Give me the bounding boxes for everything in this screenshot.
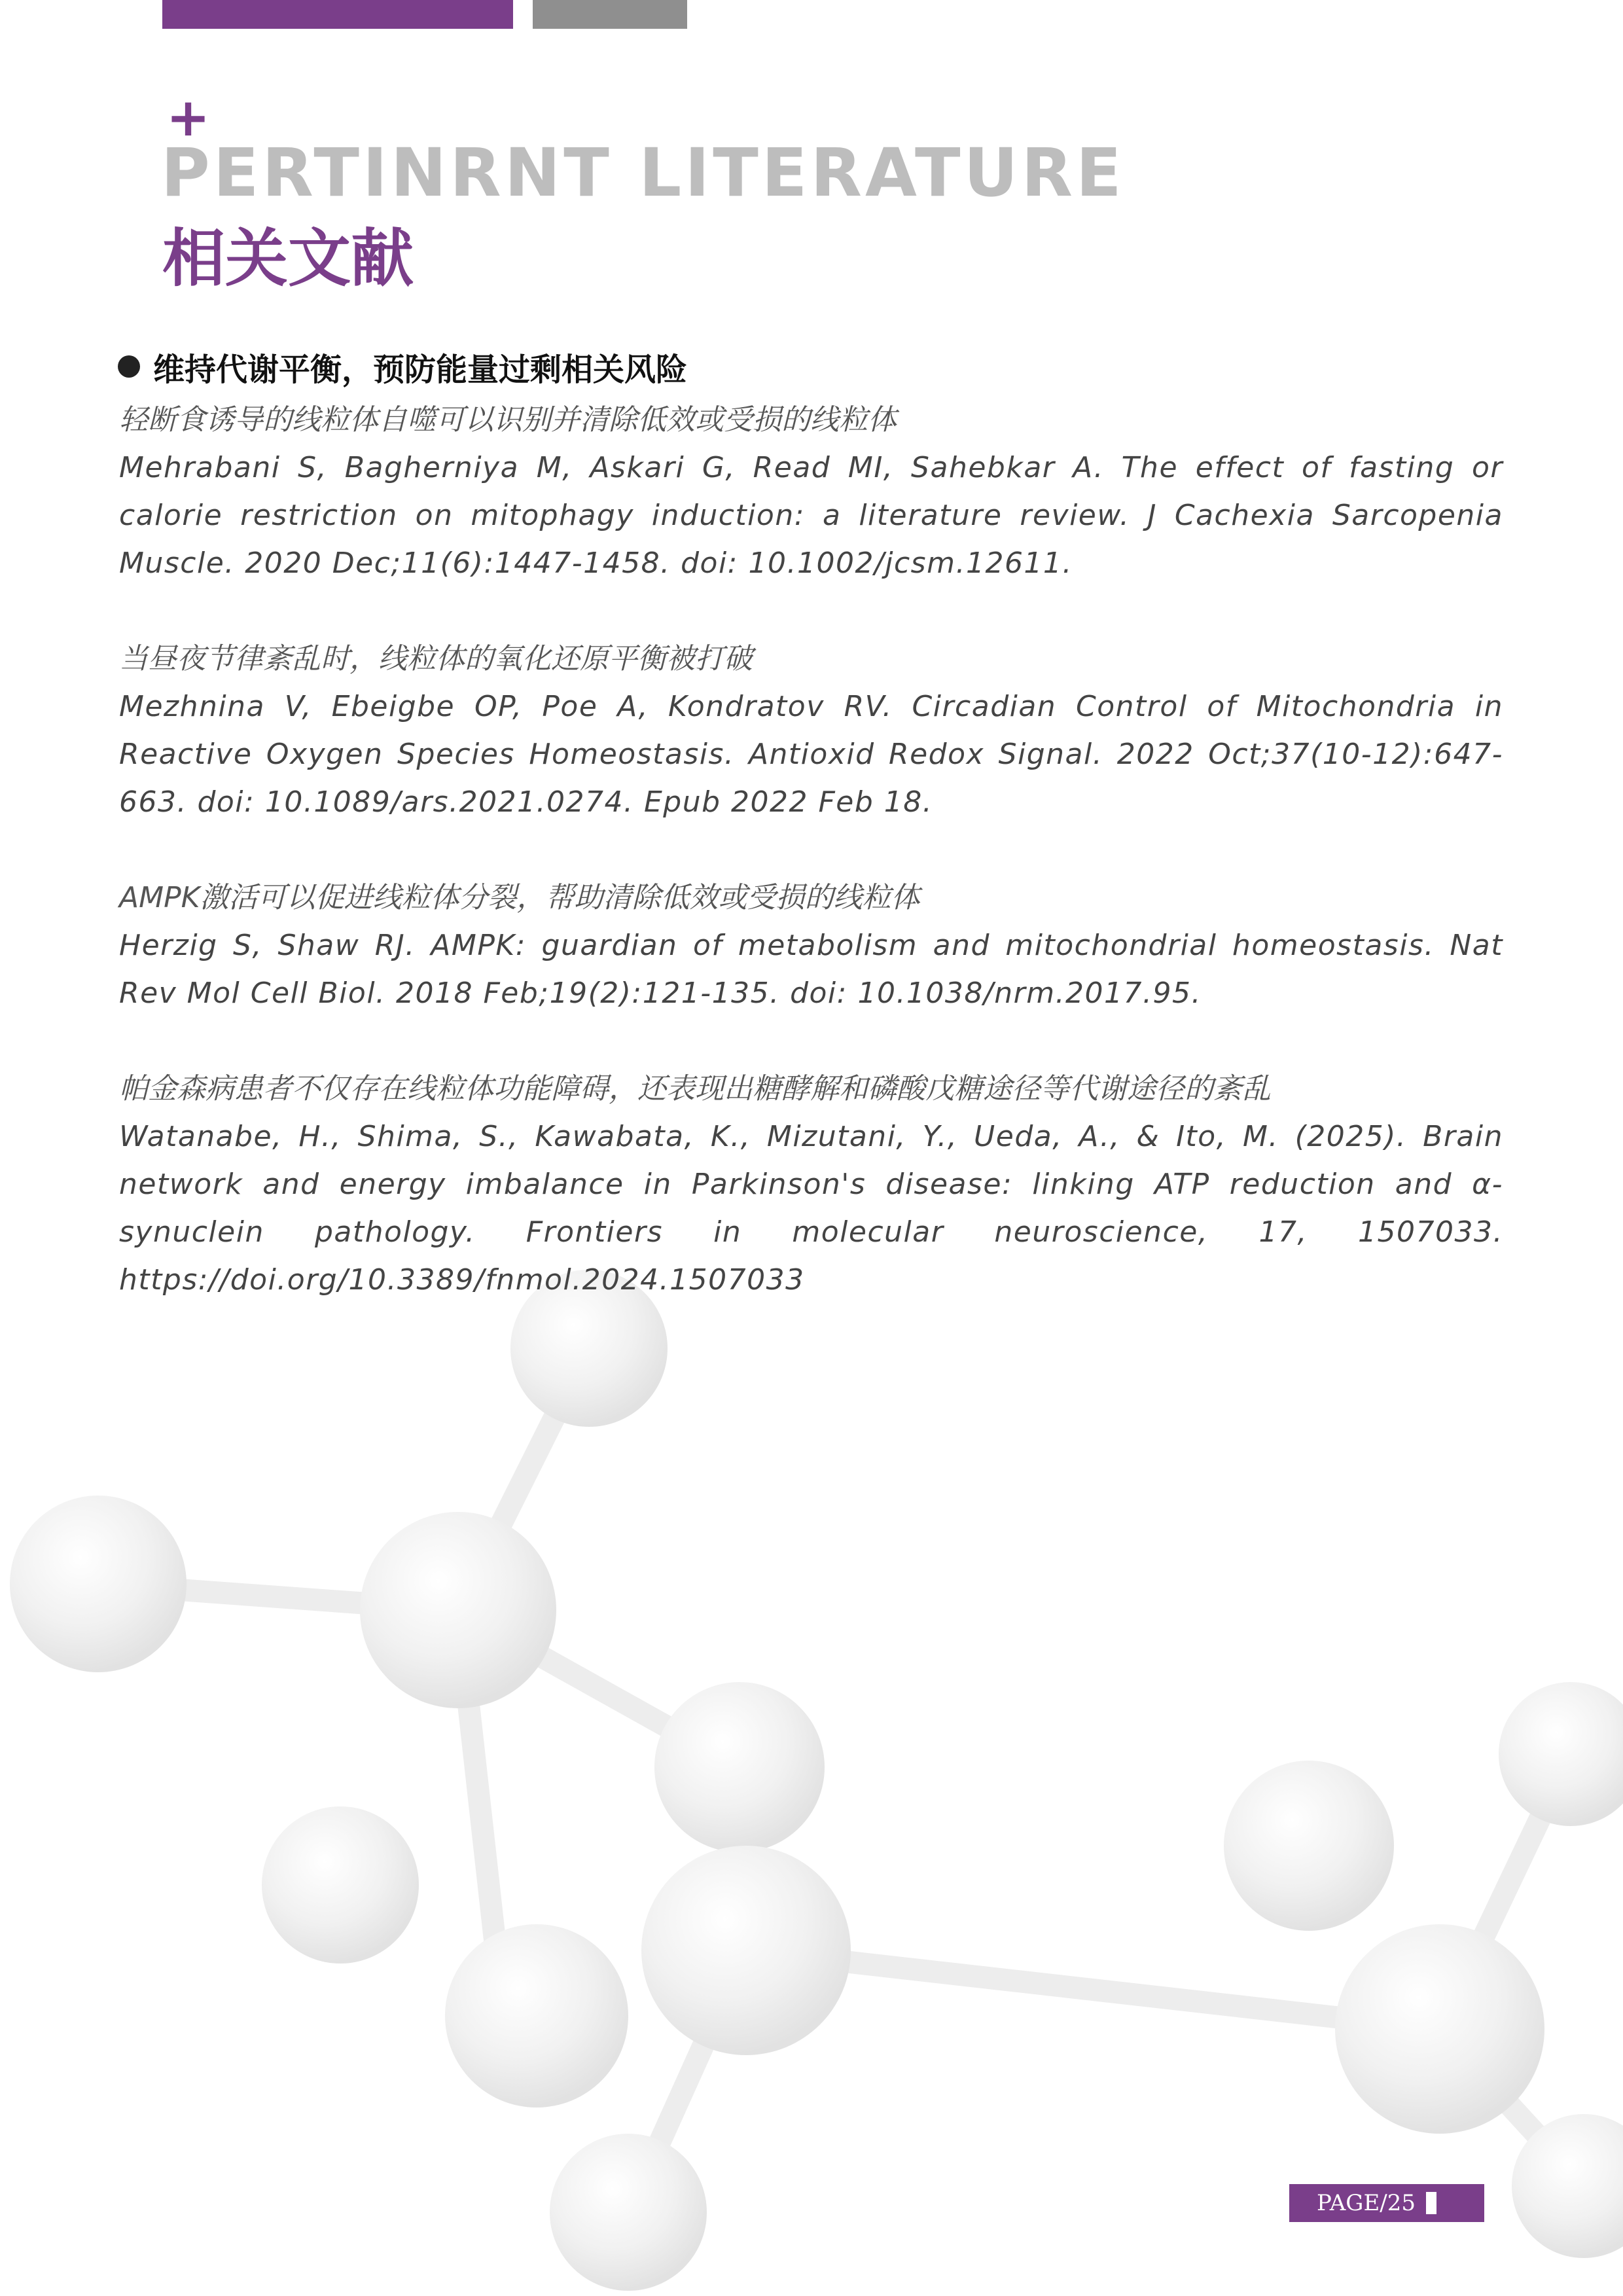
reference-summary: 轻断食诱导的线粒体自噬可以识别并清除低效或受损的线粒体 — [119, 403, 897, 437]
reference-item — [119, 1065, 1503, 1304]
page-number-badge — [1289, 2184, 1484, 2222]
reference-citation: Herzig S, Shaw RJ. AMPK: guardian of metabolism and mitochondrial homeostasis. Nat Rev Mol Cell Biol. 2018 Feb;19(2):121-135. doi: 10.1038/nrm.2017.95. — [119, 929, 1503, 1010]
reference-item — [119, 635, 1503, 826]
top-accent-bar-gray — [533, 0, 687, 29]
reference-summary: 帕金森病患者不仅存在线粒体功能障碍，还表现出糖酵解和磷酸戊糖途径等代谢途径的紊乱 — [119, 1072, 1271, 1105]
reference-citation: Watanabe, H., Shima, S., Kawabata, K., Mizutani, Y., Ueda, A., & Ito, M. (2025). Brain network and energy imbalance in Parkinson's disease: linking ATP reduction and α-synuclein pathology. Frontiers in molecular neuroscience, 17, 1507033. https://doi.org/10.3389/fnmol.2024.1507033 — [119, 1120, 1503, 1297]
top-accent-bar-purple — [162, 0, 513, 29]
plus-icon: + — [166, 87, 211, 148]
molecule-background-graphic — [0, 1244, 1623, 2296]
reference-summary: 当昼夜节律紊乱时，线粒体的氧化还原平衡被打破 — [119, 642, 753, 675]
reference-item — [119, 874, 1503, 1017]
section-heading — [118, 340, 687, 393]
page-title-english: PERTINRNT LITERATURE — [161, 134, 1125, 212]
reference-list — [119, 396, 1503, 1352]
reference-citation: Mezhnina V, Ebeigbe OP, Poe A, Kondratov RV. Circadian Control of Mitochondria in Reactive Oxygen Species Homeostasis. Antioxid Redox Signal. 2022 Oct;37(10-12):647-663. doi: 10.1089/ars.2021.0274. Epub 2022 Feb 18. — [119, 690, 1503, 819]
page-title-chinese: 相关文献 — [162, 222, 414, 295]
reference-item — [119, 396, 1503, 587]
reference-summary: AMPK激活可以促进线粒体分裂，帮助清除低效或受损的线粒体 — [119, 881, 920, 914]
section-heading-text: 维持代谢平衡，预防能量过剩相关风险 — [153, 351, 688, 388]
square-marker-icon — [1426, 2192, 1436, 2214]
reference-citation: Mehrabani S, Bagherniya M, Askari G, Read MI, Sahebkar A. The effect of fasting or calorie restriction on mitophagy induction: a literature review. J Cachexia Sarcopenia Muscle. 2020 Dec;11(6):1447-1458. doi: 10.1002/jcsm.12611. — [119, 451, 1503, 580]
bullet-dot-icon — [118, 355, 140, 378]
page-number-label: PAGE/25 — [1317, 2190, 1416, 2216]
